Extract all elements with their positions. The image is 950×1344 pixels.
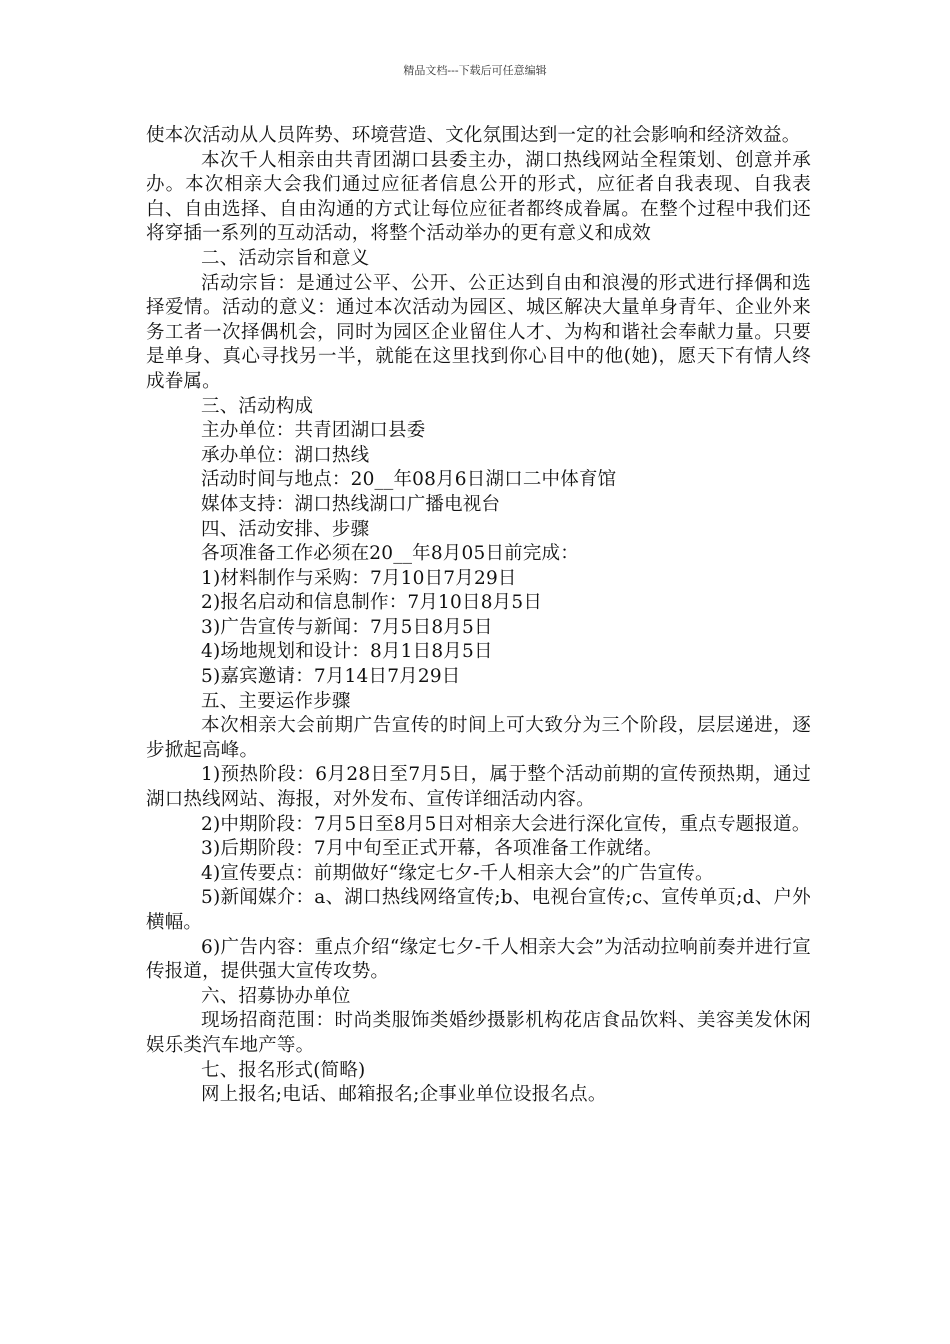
document-body bbox=[146, 124, 811, 1108]
section-heading: 五、主要运作步骤 bbox=[201, 690, 351, 712]
paragraph: 本次相亲大会前期广告宣传的时间上可大致分为三个阶段，层层递进，逐步掀起高峰。 bbox=[146, 715, 811, 761]
paragraph: 媒体支持：湖口热线湖口广播电视台 bbox=[201, 493, 501, 515]
section-heading: 六、招募协办单位 bbox=[201, 985, 351, 1007]
list-item: 4)场地规划和设计：8月1日8月5日 bbox=[201, 641, 493, 663]
list-item: 2)报名启动和信息制作：7月10日8月5日 bbox=[201, 592, 543, 614]
paragraph: 主办单位：共青团湖口县委 bbox=[201, 420, 426, 442]
list-item: 6)广告内容：重点介绍“缘定七夕-千人相亲大会”为活动拉响前奏并进行宣传报道，提供强大宣传攻势。 bbox=[146, 936, 811, 983]
page-header: 精品文档---下载后可任意编辑 bbox=[403, 64, 547, 77]
paragraph: 活动宗旨：是通过公平、公开、公正达到自由和浪漫的形式进行择偶和选择爱情。活动的意义：通过本次活动为园区、城区解决大量单身青年、企业外来务工者一次择偶机会，同时为园区企业留住人才、为构和谐社会奉献力量。只要是单身、真心寻找另一半，就能在这里找到你心目中的他(她)，愿天下有情人终成眷属。 bbox=[146, 272, 811, 392]
section-heading: 四、活动安排、步骤 bbox=[201, 518, 370, 540]
paragraph: 网上报名;电话、邮箱报名;企事业单位设报名点。 bbox=[201, 1084, 607, 1106]
paragraph: 现场招商范围：时尚类服饰类婚纱摄影机构花店食品饮料、美容美发休闲娱乐类汽车地产等。 bbox=[146, 1010, 811, 1056]
paragraph: 承办单位：湖口热线 bbox=[201, 444, 370, 466]
paragraph: 各项准备工作必须在20__年8月05日前完成： bbox=[201, 543, 579, 565]
paragraph: 活动时间与地点：20__年08月6日湖口二中体育馆 bbox=[201, 469, 617, 491]
list-item: 1)预热阶段：6月28日至7月5日，属于整个活动前期的宣传预热期，通过湖口热线网站、海报，对外发布、宣传详细活动内容。 bbox=[146, 764, 811, 811]
list-item: 5)新闻媒介：a、湖口热线网络宣传;b、电视台宣传;c、宣传单页;d、户外横幅。 bbox=[146, 887, 811, 933]
list-item: 2)中期阶段：7月5日至8月5日对相亲大会进行深化宣传，重点专题报道。 bbox=[201, 813, 811, 835]
paragraph: 使本次活动从人员阵势、环境营造、文化氛围达到一定的社会影响和经济效益。 bbox=[146, 125, 801, 146]
list-item: 3)广告宣传与新闻：7月5日8月5日 bbox=[201, 616, 493, 638]
section-heading: 三、活动构成 bbox=[201, 395, 314, 417]
list-item: 3)后期阶段：7月中旬至正式开幕，各项准备工作就绪。 bbox=[201, 838, 663, 860]
section-heading: 七、报名形式(简略) bbox=[201, 1059, 366, 1081]
section-heading: 二、活动宗旨和意义 bbox=[201, 247, 370, 269]
list-item: 4)宣传要点：前期做好“缘定七夕-千人相亲大会”的广告宣传。 bbox=[201, 862, 714, 884]
list-item: 5)嘉宾邀请：7月14日7月29日 bbox=[201, 666, 461, 688]
list-item: 1)材料制作与采购：7月10日7月29日 bbox=[201, 567, 517, 589]
paragraph: 本次千人相亲由共青团湖口县委主办，湖口热线网站全程策划、创意并承办。本次相亲大会我们通过应征者信息公开的形式，应征者自我表现、自我表白、自由选择、自由沟通的方式让每位应征者都终成眷属。在整个过程中我们还将穿插一系列的互动活动，将整个活动举办的更有意义和成效 bbox=[146, 149, 811, 245]
